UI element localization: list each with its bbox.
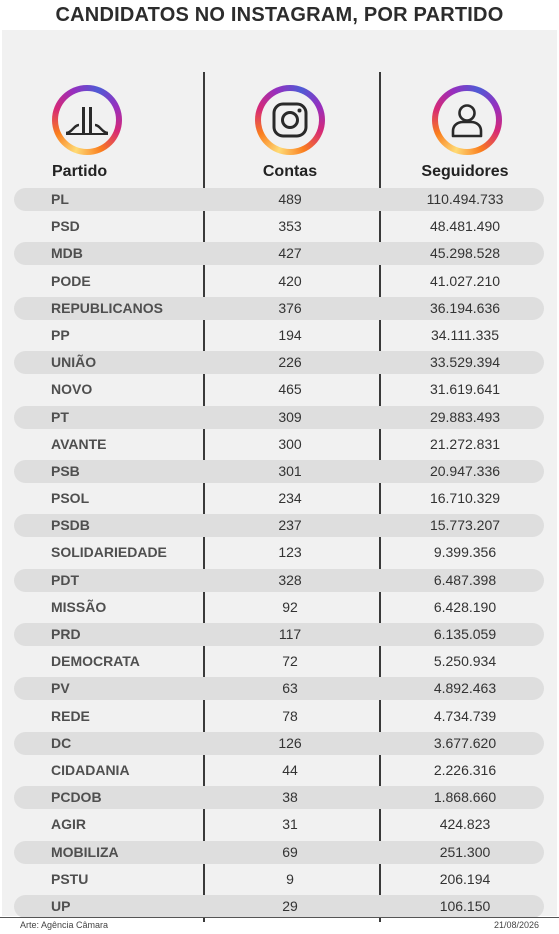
header-followers: Seguidores <box>421 163 509 180</box>
followers-cell: 2.226.316 <box>433 761 497 778</box>
followers-cell: 20.947.336 <box>429 462 501 479</box>
table-row <box>14 895 544 918</box>
accounts-cell: 78 <box>282 707 298 724</box>
accounts-cell: 234 <box>278 490 302 507</box>
date-text: 21/08/2026 <box>493 920 539 930</box>
table-row <box>14 677 544 700</box>
followers-cell: 424.823 <box>439 816 491 833</box>
accounts-cell: 427 <box>278 245 302 262</box>
table-row <box>14 623 544 646</box>
followers-cell: 31.619.641 <box>429 381 501 398</box>
table-row <box>14 541 544 564</box>
accounts-cell: 465 <box>278 381 302 398</box>
accounts-cell: 194 <box>278 326 302 343</box>
party-cell: PV <box>51 680 70 697</box>
party-cell: PCDOB <box>51 789 102 806</box>
party-cell: DEMOCRATA <box>51 653 140 670</box>
accounts-cell: 38 <box>282 789 298 806</box>
party-cell: MOBILIZA <box>51 843 119 860</box>
followers-cell: 48.481.490 <box>429 218 501 235</box>
accounts-cell: 226 <box>278 354 302 371</box>
table-row <box>14 242 544 265</box>
party-cell: MDB <box>51 245 83 262</box>
party-cell: PODE <box>51 272 91 289</box>
party-cell: AGIR <box>51 816 86 833</box>
party-cell: UNIÃO <box>51 354 97 371</box>
followers-cell: 45.298.528 <box>429 245 501 262</box>
party-cell: PSB <box>51 462 80 479</box>
header-party: Partido <box>52 163 108 180</box>
table-row <box>14 813 544 836</box>
table-row <box>14 759 544 782</box>
party-cell: PDT <box>51 571 79 588</box>
table-body <box>14 188 544 922</box>
accounts-cell: 309 <box>278 408 302 425</box>
accounts-cell: 489 <box>278 191 302 207</box>
table-row <box>14 324 544 347</box>
accounts-cell: 63 <box>282 680 298 697</box>
table-row <box>14 351 544 374</box>
accounts-cell: 72 <box>282 653 298 670</box>
header-accounts: Contas <box>262 163 318 180</box>
followers-cell: 4.734.739 <box>433 707 497 724</box>
followers-cell: 6.135.059 <box>433 626 497 642</box>
congress-building-icon <box>52 85 122 155</box>
person-icon <box>432 85 502 155</box>
credit-text: Arte: Agência Câmara <box>20 920 109 930</box>
table-row <box>14 406 544 429</box>
followers-cell: 106.150 <box>439 897 491 914</box>
accounts-cell: 9 <box>286 870 294 887</box>
party-cell: PP <box>51 326 70 343</box>
followers-cell: 21.272.831 <box>429 435 501 452</box>
table-row <box>14 460 544 483</box>
party-cell: CIDADANIA <box>51 761 130 778</box>
party-cell: PT <box>51 408 69 425</box>
accounts-cell: 353 <box>278 218 302 235</box>
table-row <box>14 215 544 238</box>
followers-cell: 5.250.934 <box>433 653 497 670</box>
accounts-cell: 420 <box>278 272 302 289</box>
table-row <box>14 188 544 211</box>
party-cell: SOLIDARIEDADE <box>51 544 167 561</box>
table-panel <box>2 30 557 916</box>
followers-cell: 1.868.660 <box>433 789 497 806</box>
party-cell: PSOL <box>51 490 90 507</box>
table-row <box>14 786 544 809</box>
followers-cell: 4.892.463 <box>433 680 497 697</box>
party-cell: REPUBLICANOS <box>51 299 164 316</box>
followers-cell: 110.494.733 <box>426 191 504 207</box>
followers-cell: 29.883.493 <box>429 408 501 425</box>
table-row <box>14 378 544 401</box>
accounts-cell: 301 <box>278 462 302 479</box>
accounts-cell: 126 <box>278 734 302 751</box>
followers-cell: 3.677.620 <box>433 734 497 751</box>
accounts-cell: 300 <box>278 435 302 452</box>
party-cell: PRD <box>51 626 81 642</box>
party-cell: PL <box>51 191 69 207</box>
table-row <box>14 868 544 891</box>
followers-cell: 6.487.398 <box>433 571 497 588</box>
table-row <box>14 433 544 456</box>
followers-cell: 6.428.190 <box>433 598 497 615</box>
party-cell: MISSÃO <box>51 598 107 615</box>
followers-cell: 9.399.356 <box>433 544 497 561</box>
followers-cell: 15.773.207 <box>429 517 501 534</box>
followers-cell: 16.710.329 <box>429 490 501 507</box>
party-cell: AVANTE <box>51 435 107 452</box>
accounts-cell: 44 <box>282 761 298 778</box>
accounts-cell: 31 <box>282 816 298 833</box>
table-row <box>14 841 544 864</box>
party-cell: DC <box>51 734 72 751</box>
followers-cell: 41.027.210 <box>429 272 501 289</box>
party-cell: REDE <box>51 707 90 724</box>
followers-cell: 251.300 <box>439 843 491 860</box>
party-cell: NOVO <box>51 381 93 398</box>
table-row <box>14 596 544 619</box>
followers-cell: 34.111.335 <box>431 326 499 343</box>
accounts-cell: 328 <box>278 571 302 588</box>
table-row <box>14 270 544 293</box>
party-cell: PSD <box>51 218 80 235</box>
table-row <box>14 732 544 755</box>
table-row <box>14 650 544 673</box>
page-title: CANDIDATOS NO INSTAGRAM, POR PARTIDO <box>55 4 504 26</box>
instagram-icon <box>255 85 325 155</box>
followers-cell: 33.529.394 <box>429 354 501 371</box>
party-cell: PSDB <box>51 517 90 534</box>
table-row <box>14 487 544 510</box>
footer-divider <box>0 917 559 918</box>
party-cell: UP <box>51 897 71 914</box>
table-row <box>14 514 544 537</box>
party-cell: PSTU <box>51 870 89 887</box>
table-row <box>14 705 544 728</box>
followers-cell: 36.194.636 <box>429 299 501 316</box>
accounts-cell: 376 <box>278 299 302 316</box>
table-row <box>14 569 544 592</box>
accounts-cell: 29 <box>282 897 298 914</box>
accounts-cell: 117 <box>278 626 302 642</box>
accounts-cell: 69 <box>282 843 298 860</box>
accounts-cell: 123 <box>278 544 302 561</box>
table-row <box>14 297 544 320</box>
accounts-cell: 237 <box>278 517 302 534</box>
followers-cell: 206.194 <box>439 870 491 887</box>
accounts-cell: 92 <box>282 598 298 615</box>
